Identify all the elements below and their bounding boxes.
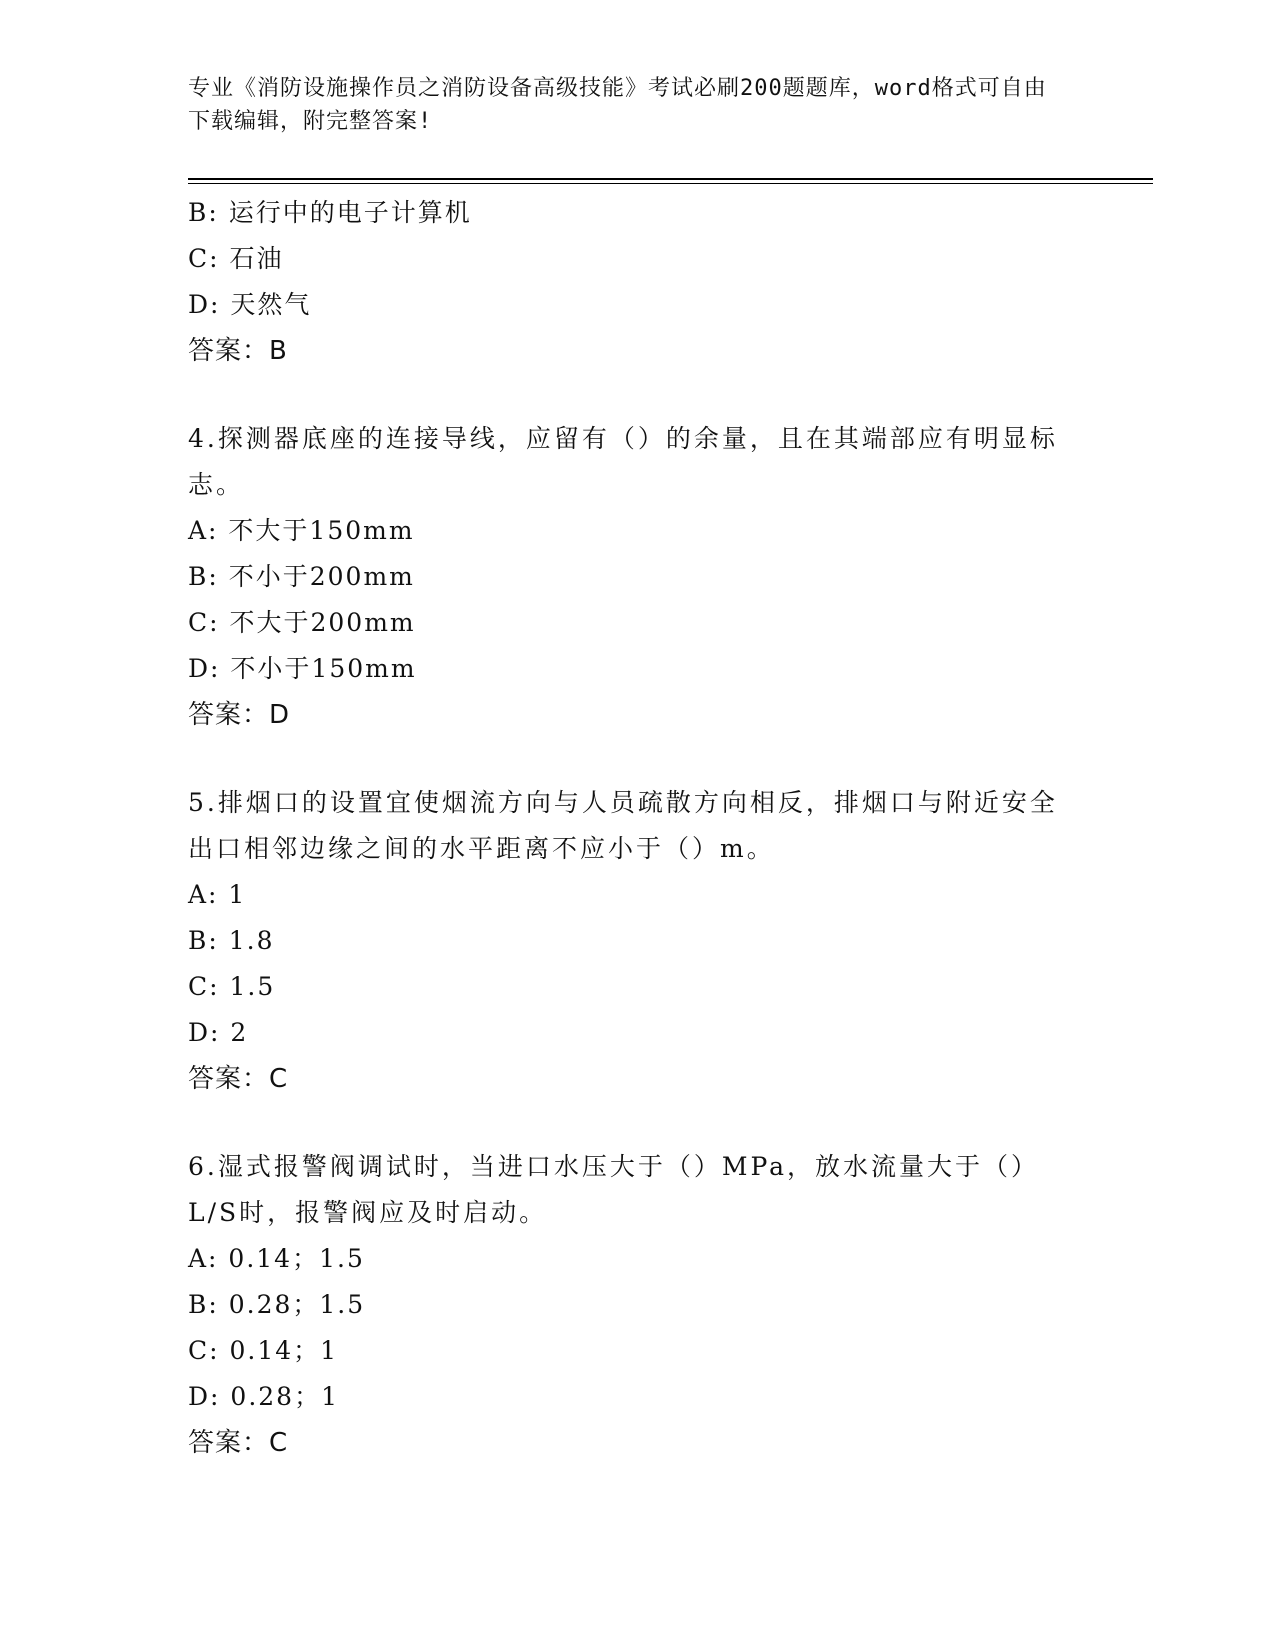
question-4 <box>188 416 1068 738</box>
question-6 <box>188 1144 1068 1466</box>
question-text: 5.排烟口的设置宜使烟流方向与人员疏散方向相反，排烟口与附近安全出口相邻边缘之间的水平距离不应小于（）m。 <box>188 788 1058 863</box>
option-a: A: 0.14；1.5 <box>188 1244 365 1273</box>
document-header: 专业《消防设施操作员之消防设备高级技能》考试必刷200题题库，word格式可自由下载编辑，附完整答案! <box>188 76 1047 134</box>
option-d: D: 天然气 <box>188 290 312 319</box>
option-a: A: 不大于150mm <box>188 516 415 545</box>
option-d: D: 0.28；1 <box>188 1382 339 1411</box>
answer-line: 答案：C <box>188 1064 289 1094</box>
answer-line: 答案：B <box>188 336 288 366</box>
header-divider-thin <box>188 183 1153 184</box>
spacer <box>188 374 1068 416</box>
question-text: 6.湿式报警阀调试时，当进口水压大于（）MPa，放水流量大于（）L/S时，报警阀应及时启动。 <box>188 1152 1040 1227</box>
option-c: C: 石油 <box>188 244 284 273</box>
spacer <box>188 738 1068 780</box>
option-c: C: 0.14；1 <box>188 1336 339 1365</box>
option-c: C: 1.5 <box>188 972 276 1001</box>
question-3-tail <box>188 190 1068 374</box>
option-b: B: 0.28；1.5 <box>188 1290 366 1319</box>
option-b: B: 运行中的电子计算机 <box>188 198 472 227</box>
option-d: D: 2 <box>188 1018 249 1047</box>
question-5 <box>188 780 1068 1102</box>
answer-line: 答案：C <box>188 1428 289 1458</box>
option-b: B: 不小于200mm <box>188 562 415 591</box>
option-a: A: 1 <box>188 880 247 909</box>
spacer <box>188 1102 1068 1144</box>
answer-line: 答案：D <box>188 700 291 730</box>
option-b: B: 1.8 <box>188 926 275 955</box>
option-d: D: 不小于150mm <box>188 654 417 683</box>
option-c: C: 不大于200mm <box>188 608 416 637</box>
question-list <box>188 190 1068 1466</box>
header-divider-thick <box>188 178 1153 180</box>
question-text: 4.探测器底座的连接导线，应留有（）的余量，且在其端部应有明显标志。 <box>188 424 1058 499</box>
